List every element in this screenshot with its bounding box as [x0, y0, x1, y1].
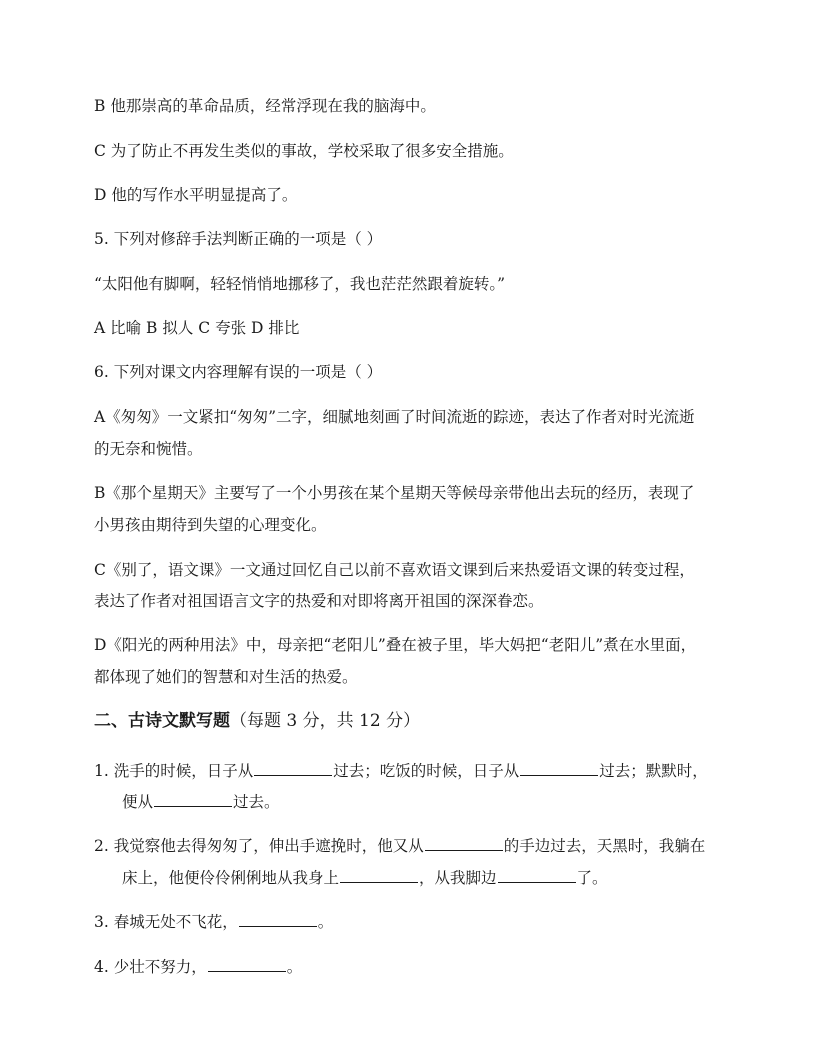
- q6-option-d-line1: D《阳光的两种用法》中，母亲把“老阳儿”叠在被子里，毕大妈把“老阳儿”煮在水里面，: [94, 636, 697, 654]
- s2-q1-text-5: 过去。: [233, 793, 280, 811]
- q4-option-c: C 为了防止不再发生类似的事故，学校采取了很多安全措施。: [94, 142, 514, 160]
- s2-q4-text-2: 。: [286, 958, 303, 976]
- s2-q4-blank[interactable]: [208, 957, 286, 972]
- q6-option-a-line1: A《匆匆》一文紧扣“匆匆”二字，细腻地刻画了时间流逝的踪迹，表达了作者对时光流逝: [94, 408, 695, 426]
- s2-q3-text-2: 。: [317, 913, 334, 931]
- q6-option-b-line2: 小男孩由期待到失望的心理变化。: [94, 516, 327, 534]
- section-2-title: [94, 710, 420, 732]
- s2-q1-text-4: 便从: [122, 793, 154, 811]
- s2-q2-text-3: 床上，他便伶伶俐俐地从我身上: [122, 869, 340, 887]
- s2-q2-text-1: 2. 我觉察他去得匆匆了，伸出手遮挽时，他又从: [94, 837, 424, 855]
- q6-option-c-line2: 表达了作者对祖国语言文字的热爱和对即将离开祖国的深深眷恋。: [94, 592, 544, 610]
- q4-option-d: D 他的写作水平明显提高了。: [94, 186, 298, 204]
- s2-q2-line2: [122, 868, 608, 888]
- s2-q1-line1: [94, 761, 734, 781]
- s2-q1-text-2: 过去；吃饭的时候，日子从: [333, 762, 520, 780]
- s2-q4-text-1: 4. 少壮不努力，: [94, 958, 207, 976]
- q6-option-a-line2: 的无奈和惋惜。: [94, 440, 203, 458]
- s2-q2-blank-1[interactable]: [425, 836, 503, 851]
- s2-q2-blank-2[interactable]: [340, 868, 418, 883]
- q6-option-c-line1: C《别了，语文课》一文通过回忆自己以前不喜欢语文课到后来热爱语文课的转变过程，: [94, 561, 695, 579]
- q5-quote: “太阳他有脚啊，轻轻悄悄地挪移了，我也茫茫然跟着旋转。”: [94, 275, 506, 293]
- s2-q2-blank-3[interactable]: [498, 868, 576, 883]
- q5-options: A 比喻 B 拟人 C 夸张 D 排比: [94, 319, 300, 337]
- s2-q1-line2: [122, 792, 280, 812]
- q6-option-d-line2: 都体现了她们的智慧和对生活的热爱。: [94, 668, 358, 686]
- q5-question: 5. 下列对修辞手法判断正确的一项是（ ）: [94, 230, 383, 248]
- s2-q3-blank[interactable]: [239, 912, 317, 927]
- s2-q3: [94, 912, 734, 932]
- s2-q2-text-2: 的手边过去，天黑时，我躺在: [503, 837, 706, 855]
- q6-option-b-line1: B《那个星期天》主要写了一个小男孩在某个星期天等候母亲带他出去玩的经历，表现了: [94, 484, 695, 502]
- section-2-title-note: （每题 3 分，共 12 分）: [230, 711, 421, 731]
- s2-q3-text-1: 3. 春城无处不飞花，: [94, 913, 238, 931]
- s2-q1-text-3: 过去；默默时，: [599, 762, 708, 780]
- s2-q1-text-1: 1. 洗手的时候，日子从: [94, 762, 254, 780]
- q4-option-b: B 他那崇高的革命品质，经常浮现在我的脑海中。: [94, 97, 436, 115]
- s2-q1-blank-2[interactable]: [520, 761, 598, 776]
- s2-q1-blank-3[interactable]: [154, 792, 232, 807]
- s2-q2-line1: [94, 836, 734, 856]
- s2-q2-text-4: ，从我脚边: [419, 869, 497, 887]
- s2-q4: [94, 957, 734, 977]
- q6-question: 6. 下列对课文内容理解有误的一项是（ ）: [94, 363, 383, 381]
- section-2-title-bold: 二、古诗文默写题: [94, 711, 230, 731]
- s2-q2-text-5: 了。: [576, 869, 608, 887]
- s2-q1-blank-1[interactable]: [254, 761, 332, 776]
